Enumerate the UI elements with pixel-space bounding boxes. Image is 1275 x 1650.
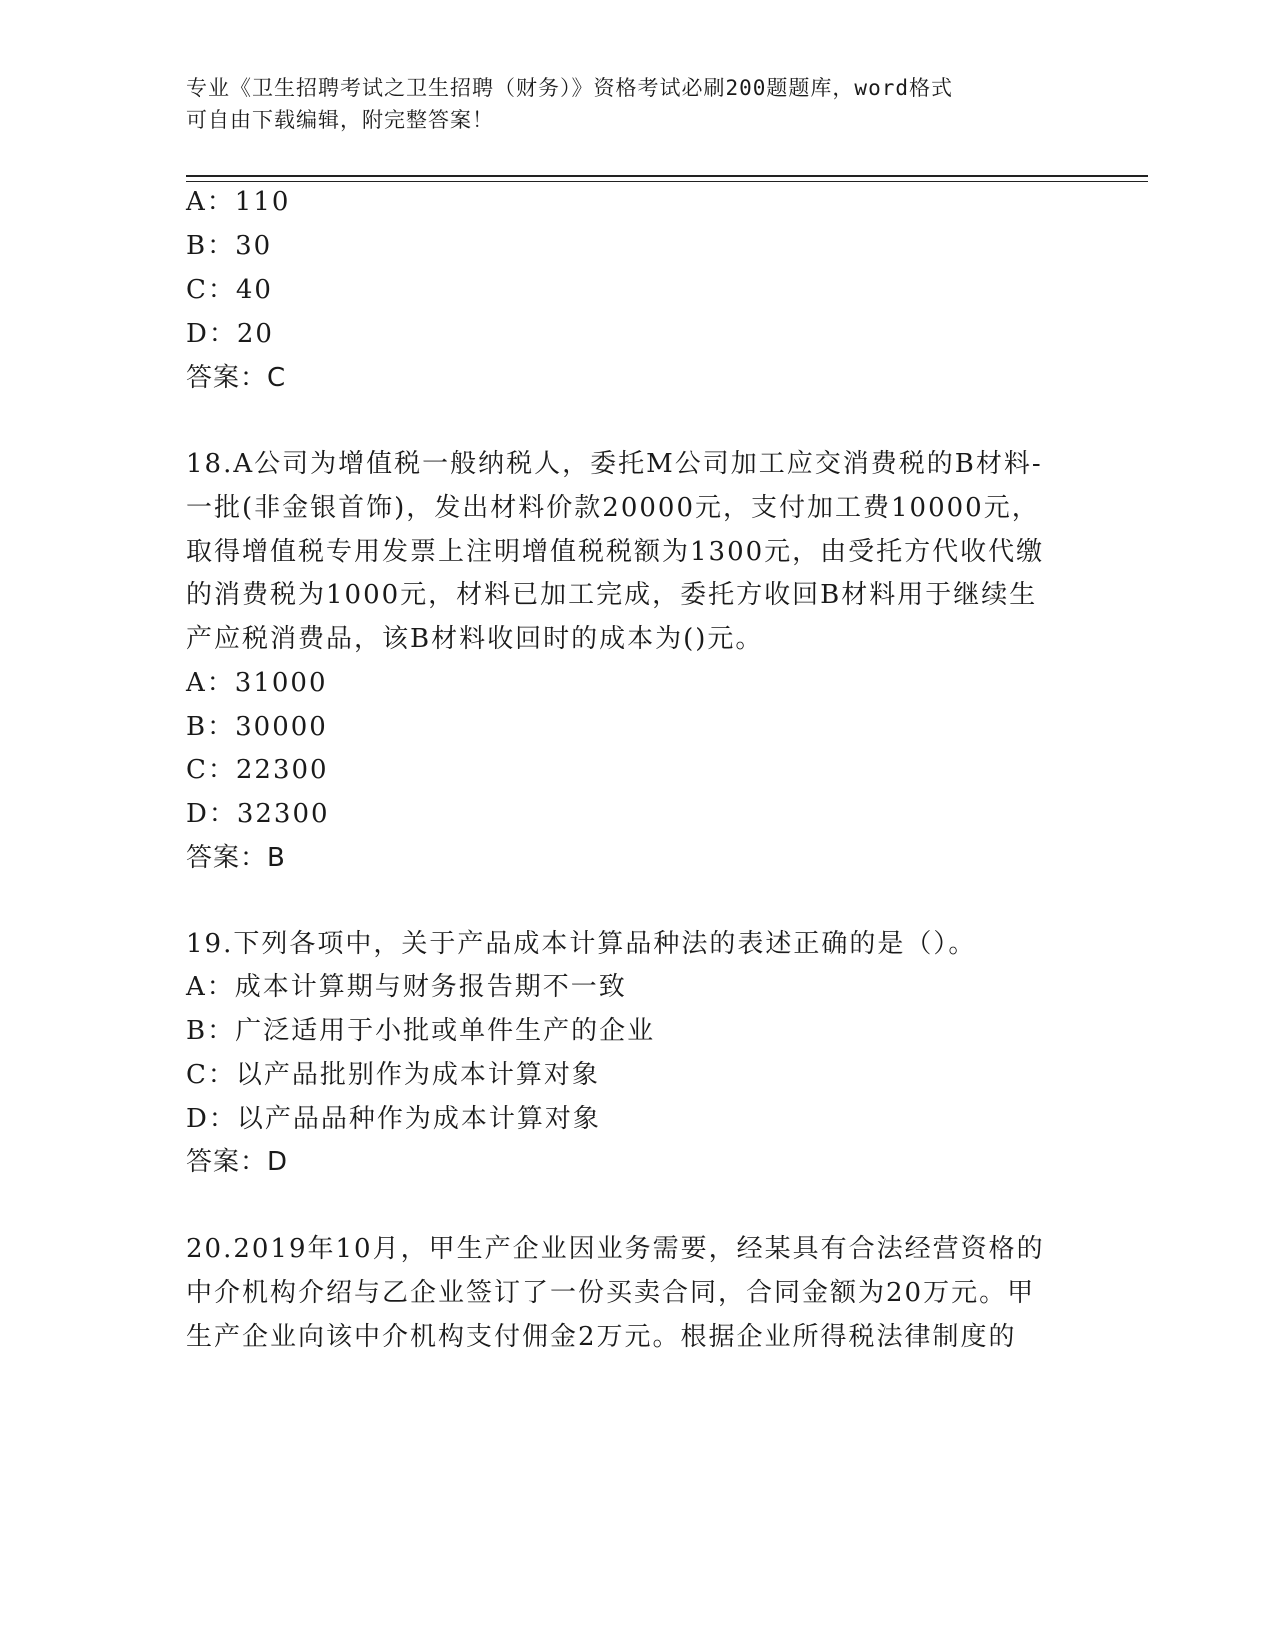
q18-stem-line-5: 产应税消费品，该B材料收回时的成本为()元。 <box>186 624 764 654</box>
q19-answer: 答案：D <box>186 1147 289 1177</box>
q18-option-a: A：31000 <box>186 668 328 698</box>
header-divider-thin <box>186 181 1148 182</box>
q18-answer: 答案：B <box>186 843 286 873</box>
q17-option-d: D：20 <box>186 319 274 349</box>
header-line-2: 可自由下载编辑，附完整答案！ <box>186 108 494 132</box>
q18-stem-line-3: 取得增值税专用发票上注明增值税税额为1300元，由受托方代收代缴 <box>186 537 1045 567</box>
q19-option-b: B：广泛适用于小批或单件生产的企业 <box>186 1016 656 1046</box>
q17-option-a: A：110 <box>186 187 291 217</box>
header-divider-thick <box>186 175 1148 177</box>
q17-option-c: C：40 <box>186 275 273 305</box>
document-header <box>186 72 1086 136</box>
q18-option-b: B：30000 <box>186 712 328 742</box>
q18-stem-line-4: 的消费税为1000元，材料已加工完成，委托方收回B材料用于继续生 <box>186 580 1038 610</box>
q20-stem-line-2: 中介机构介绍与乙企业签订了一份买卖合同，合同金额为20万元。甲 <box>186 1278 1036 1308</box>
q19-stem-line-1: 19.下列各项中，关于产品成本计算品种法的表述正确的是（）。 <box>186 929 977 959</box>
q20-stem-line-3: 生产企业向该中介机构支付佣金2万元。根据企业所得税法律制度的 <box>186 1322 1017 1352</box>
q18-stem-line-2: 一批(非金银首饰)，发出材料价款20000元，支付加工费10000元， <box>186 493 1040 523</box>
q19-option-d: D：以产品品种作为成本计算对象 <box>186 1104 601 1134</box>
q18-option-c: C：22300 <box>186 755 329 785</box>
q18-option-d: D：32300 <box>186 799 330 829</box>
q17-answer: 答案：C <box>186 363 287 393</box>
q18-stem-line-1: 18.A公司为增值税一般纳税人，委托M公司加工应交消费税的B材料- <box>186 449 1043 479</box>
q17-option-b: B：30 <box>186 231 273 261</box>
q19-option-a: A：成本计算期与财务报告期不一致 <box>186 972 627 1002</box>
q19-option-c: C：以产品批别作为成本计算对象 <box>186 1060 600 1090</box>
header-line-1: 专业《卫生招聘考试之卫生招聘（财务）》资格考试必刷200题题库，word格式 <box>186 76 953 100</box>
q20-stem-line-1: 20.2019年10月，甲生产企业因业务需要，经某具有合法经营资格的 <box>186 1234 1045 1264</box>
